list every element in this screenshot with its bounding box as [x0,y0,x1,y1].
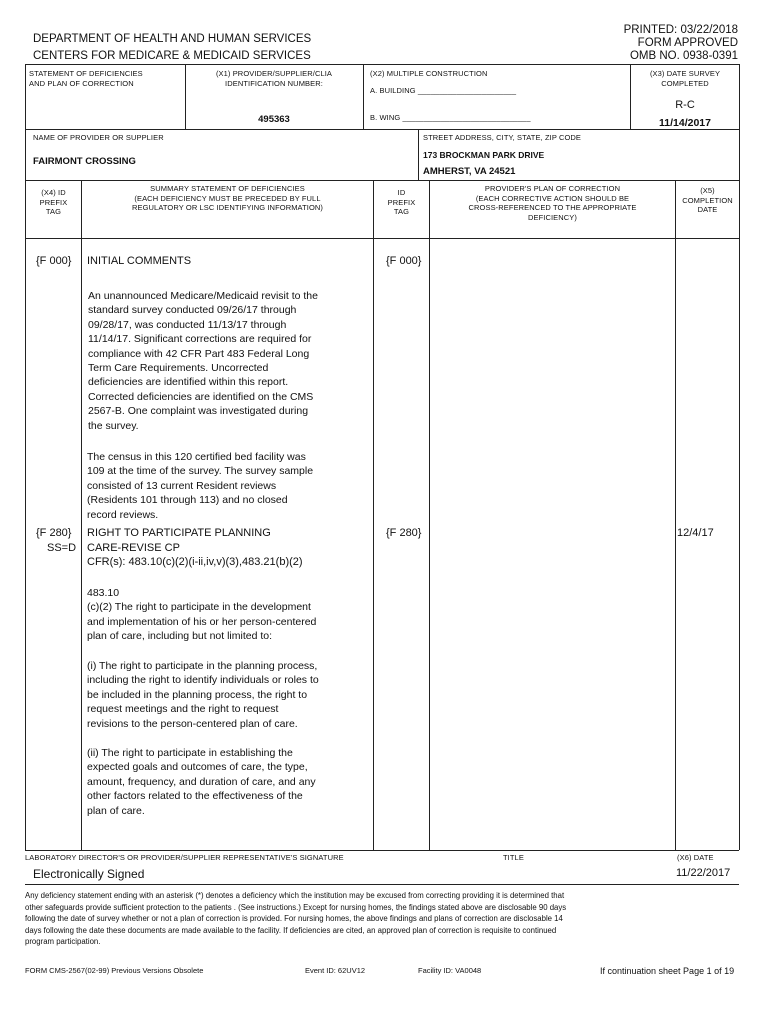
x1-provider-id-label: (X1) PROVIDER/SUPPLIER/CLIA IDENTIFICATION NUMBER: [215,69,333,88]
scope-severity: SS=D [47,542,77,554]
x2-wing-field: B. WING ______________________________ [370,113,531,122]
provider-name: FAIRMONT CROSSING [33,156,136,167]
address-line-1: 173 BROCKMAN PARK DRIVE [423,150,545,160]
signature-date: 11/22/2017 [676,867,731,879]
x4-id-prefix-header: (X4) ID PREFIX TAG [39,188,68,216]
summary-statement-header: SUMMARY STATEMENT OF DEFICIENCIES (EACH DEFICIENCY MUST BE PRECEDED BY FULL REGULATORY OR LSC IDENTIFYING INFORMATION) [131,184,324,212]
id-prefix-header: ID PREFIX TAG [387,188,416,216]
signature-label: LABORATORY DIRECTOR'S OR PROVIDER/SUPPLIER REPRESENTATIVE'S SIGNATURE [25,853,344,862]
agency-line-cms: CENTERS FOR MEDICARE & MEDICAID SERVICES [33,50,311,62]
x2-building-field: A. BUILDING _______________________ [370,86,517,95]
tag-f000-plan: {F 000} [386,255,422,267]
f280-title: RIGHT TO PARTICIPATE PLANNING CARE-REVISE CP CFR(s): 483.10(c)(2)(i-ii,iv,v)(3),483.21(b)(2) [87,527,303,569]
tag-f280-plan: {F 280} [386,527,422,539]
provider-id-number: 495363 [258,114,290,125]
electronic-signature: Electronically Signed [33,867,145,881]
x2-multiple-construction-label: (X2) MULTIPLE CONSTRUCTION [370,69,488,78]
statement-of-deficiencies-label: STATEMENT OF DEFICIENCIES AND PLAN OF CORRECTION [29,69,143,88]
agency-line-hhs: DEPARTMENT OF HEALTH AND HUMAN SERVICES [33,33,312,45]
tag-f000: {F 000} [36,255,72,267]
printed-date: PRINTED: 03/22/2018 [623,24,738,36]
initial-comments-title: INITIAL COMMENTS [87,255,192,267]
f280-completion-date: 12/4/17 [677,527,714,539]
regulation-item-i: (i) The right to participate in the planning process, including the right to identify individuals or roles to be included in the planning process, the right to request meetings and the right to request revisions to the person-centered plan of care. [87,660,319,730]
x6-date-label: (X6) DATE [677,853,714,862]
survey-completed-date: 11/14/2017 [659,117,711,129]
tag-f280: {F 280} [36,527,72,539]
form-approved: FORM APPROVED [637,37,738,49]
x5-completion-date-header: (X5) COMPLETION DATE [682,186,733,214]
page-indicator: If continuation sheet Page 1 of 19 [600,966,735,976]
census-description: The census in this 120 certified bed facility was 109 at the time of the survey. The survey sample consisted of 13 current Resident reviews (Residents 101 through 113) and no closed record reviews. [87,451,314,521]
event-id: Event ID: 62UV12 [305,966,366,975]
address-line-2: AMHERST, VA 24521 [423,166,516,177]
regulation-item-ii: (ii) The right to participate in establishing the expected goals and outcomes of care, the type, amount, frequency, and duration of care, and any other factors related to the effectiveness of the plan of care. [87,747,316,817]
street-address-label: STREET ADDRESS, CITY, STATE, ZIP CODE [423,133,582,142]
plan-of-correction-header: PROVIDER'S PLAN OF CORRECTION (EACH CORRECTIVE ACTION SHOULD BE CROSS-REFERENCED TO THE APPROPRIATE DEFICIENCY) [468,184,637,222]
regulation-483-10: 483.10 (c)(2) The right to participate in the development and implementation of his or her person-centered plan of care, including but not limited to: [87,587,317,643]
survey-code: R-C [675,99,695,111]
omb-number: OMB NO. 0938-0391 [629,50,738,62]
agency-name [33,33,311,63]
form-number: FORM CMS-2567(02-99) Previous Versions Obsolete [25,966,204,975]
facility-id: Facility ID: VA0048 [418,966,482,975]
disclosure-footnote: Any deficiency statement ending with an asterisk (*) denotes a deficiency which the institution may be excused from correcting providing it is determined that other safeguards provide sufficient protection to the patients . (See instructions.) Except for nursing homes, the findings stated above are disclosable 90 days following the date of survey whether or not a plan of correction is provided. For nursing homes, the above findings and plans of correction are disclosable 14 days following the date these documents are made available to the facility. If deficiencies are cited, an approved plan of correction is requisite to continued program participation. [25,891,567,946]
form-approval-info [538,24,738,63]
title-label: TITLE [503,853,524,862]
provider-name-label: NAME OF PROVIDER OR SUPPLIER [33,133,164,142]
survey-description: An unannounced Medicare/Medicaid revisit to the standard survey conducted 09/26/17 through 09/28/17, was conducted 11/13/17 through 11/14/17. Significant corrections are required for compliance with 42 CFR Part 483 Federal Long Term Care Requirements. Uncorrected deficiencies are identified within this report. Corrected deficiencies are identified on the CMS 2567-B. One complaint was investigated during the survey. [88,290,318,432]
x3-date-survey-label: (X3) DATE SURVEY COMPLETED [649,69,721,88]
